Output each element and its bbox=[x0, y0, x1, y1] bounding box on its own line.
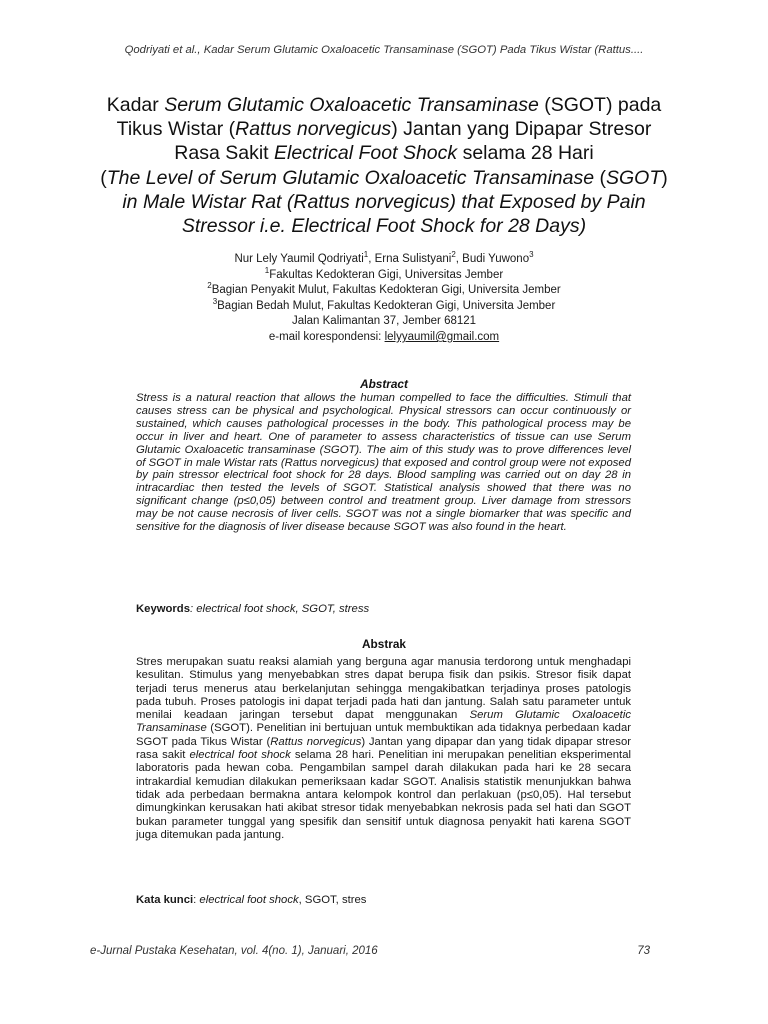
abstrak-segment-italic: Serum Glutamic Oxaloacetic Transaminase bbox=[136, 709, 631, 735]
title-text: (SGOT) pada bbox=[538, 94, 662, 116]
title-text: ( bbox=[594, 166, 606, 189]
footer-journal: e-Jurnal Pustaka Kesehatan, vol. 4(no. 1), Januari, 2016 bbox=[90, 945, 378, 957]
keywords-text: : electrical foot shock, SGOT, stress bbox=[190, 603, 370, 615]
email-label: e-mail korespondensi: bbox=[268, 330, 385, 343]
title-text-italic: Rattus norvegicus bbox=[235, 118, 392, 141]
author-name: , Erna Sulistyani bbox=[368, 253, 452, 265]
affiliation-text: Bagian Bedah Mulut, Fakultas Kedokteran Gigi, Universita Jember bbox=[217, 299, 556, 312]
title-en-line-1 bbox=[60, 166, 708, 190]
keywords-en bbox=[136, 603, 631, 615]
keywords-sep: : bbox=[193, 894, 200, 906]
affiliation-2 bbox=[0, 283, 768, 299]
title-en-line-2 bbox=[60, 190, 708, 214]
title-text: ( bbox=[100, 166, 107, 189]
title-text: ) bbox=[661, 166, 668, 189]
running-header: Qodriyati et al., Kadar Serum Glutamic Oxaloacetic Transaminase (SGOT) Pada Tikus Wistar (Rattus.... bbox=[124, 44, 644, 56]
title-id-line-1 bbox=[60, 93, 708, 117]
title-id-line-2 bbox=[60, 117, 708, 141]
title-text-italic: Stressor i.e. Electrical Foot Shock for 28 Days) bbox=[181, 215, 587, 238]
affiliation-3 bbox=[0, 296, 768, 315]
affiliation-text: Fakultas Kedokteran Gigi, Universitas Jember bbox=[269, 268, 504, 281]
email-line bbox=[0, 330, 768, 346]
keywords-id bbox=[136, 894, 631, 906]
abstrak-segment: selama 28 hari. Penelitian ini merupakan penelitian eksperimental laboratoris pada hewan coba. Pengambilan sampel darah dilakukan pada hari ke 28 secara intrakardial kemudian dilakukan pemeriksaan kadar SGOT. Analisis statistik menunjukkan bahwa tidak ada perbedaan bermakna antara kelompok kontrol dan perlakuan (p≤0,05). Hal tersebut dimungkinkan kerusakan hati akibat stresor tidak menyebabkan nekrosis pada sel hati dan SGOT bukan parameter tunggal yang spesifik dan sensitif untuk diagnosa penyakit hati karena SGOT juga ditemukan pada jantung. bbox=[136, 749, 631, 841]
affiliation-text: Bagian Penyakit Mulut, Fakultas Kedokteran Gigi, Universita Jember bbox=[211, 284, 561, 297]
address: Jalan Kalimantan 37, Jember 68121 bbox=[291, 315, 477, 328]
abstrak-text bbox=[136, 656, 631, 842]
page-number: 73 bbox=[637, 945, 650, 957]
affiliation-sup: 1 bbox=[264, 265, 270, 275]
keywords-label: Keywords bbox=[136, 603, 190, 615]
title-text: Tikus Wistar ( bbox=[116, 118, 236, 141]
author-block bbox=[0, 252, 768, 346]
title-id-line-3 bbox=[60, 141, 708, 165]
keywords-text: , SGOT, stres bbox=[298, 894, 367, 906]
article-title bbox=[60, 93, 708, 238]
title-text: Kadar bbox=[106, 94, 165, 116]
abstrak-body bbox=[136, 656, 631, 842]
abstract-text: Stress is a natural reaction that allows the human compelled to face the difficulties. Stimuli that causes stress can be physical and psychological. Physical stressors can occur continuously or sustained, which causes pathological processes in the body. This pathological process may be occur in liver and heart. One of parameter to assess characteristics of tissue can use Serum Glutamic Oxaloacetic transaminase (SGOT). The aim of this study was to prove differences level of SGOT in male Wistar rats (Rattus norvegicus) that exposed and control group were not exposed by pain stressor electrical foot shock for 28 days. Blood sampling was carried out on day 28 in intracardiac then tested the levels of SGOT. Statistical analysis showed that there was no significant change (p≤0,05) between control and treatment group. Liver damage from stressors may be not cause necrosis of liver cells. SGOT was not a single biomarker that was specific and sensitive for the diagnosis of liver disease because SGOT was also found in the heart. bbox=[136, 392, 631, 534]
abstract-body bbox=[136, 392, 631, 534]
email-link[interactable]: lelyyaumil@gmail.com bbox=[384, 330, 500, 343]
title-text: Rasa Sakit bbox=[174, 142, 274, 165]
author-name: Nur Lely Yaumil Qodriyati bbox=[234, 253, 364, 265]
abstrak-segment: Stres merupakan suatu reaksi alamiah yang berguna agar manusia terdorong untuk menghadapi kesulitan. Stimulus yang menyebabkan stres dapat berupa fisik dan psikis. Stresor fisik dapat terjadi terus menerus atau berkelanjutan sehingga mengakibatkan terjadinya proses patologis pada tubuh. Proses patologis ini dapat terjadi pada hati dan jantung. Salah satu parameter untuk menilai keadaan jaringan tersebut dapat menggunakan bbox=[136, 656, 631, 722]
affiliation-1 bbox=[0, 265, 768, 284]
author-sup: 3 bbox=[529, 250, 534, 260]
abstract-heading: Abstract bbox=[360, 377, 408, 391]
author-name: , Budi Yuwono bbox=[455, 253, 530, 265]
abstrak-segment-italic: Rattus norvegicus bbox=[270, 735, 362, 748]
abstrak-segment-italic: electrical foot shock bbox=[189, 749, 291, 762]
abstrak-segment: (SGOT). Penelitian ini bertujuan untuk membuktikan ada tidaknya perbedaan kadar SGOT pada Tikus Wistar ( bbox=[136, 722, 631, 748]
author-sup: 1 bbox=[363, 250, 369, 260]
title-text-italic: in Male Wistar Rat (Rattus norvegicus) that Exposed by Pain bbox=[122, 190, 646, 213]
title-text-italic: The Level of Serum Glutamic Oxaloacetic Transaminase bbox=[106, 166, 595, 189]
title-text: selama 28 Hari bbox=[457, 142, 594, 165]
title-en-line-3 bbox=[60, 214, 708, 238]
title-text-italic: Electrical Foot Shock bbox=[274, 142, 458, 165]
author-sup: 2 bbox=[451, 250, 456, 260]
title-text: ) Jantan yang Dipapar Stresor bbox=[391, 118, 652, 141]
author-list bbox=[0, 252, 768, 268]
affiliation-sup: 3 bbox=[212, 296, 218, 306]
title-text-italic: SGOT bbox=[606, 166, 662, 189]
keywords-text-italic: electrical foot shock bbox=[199, 894, 299, 906]
affiliation-sup: 2 bbox=[207, 281, 212, 291]
keywords-label: Kata kunci bbox=[136, 894, 194, 906]
abstrak-segment: ) Jantan yang dipapar dan yang tidak dipapar stresor rasa sakit bbox=[136, 735, 632, 762]
title-text-italic: Serum Glutamic Oxaloacetic Transaminase bbox=[164, 94, 539, 116]
abstrak-heading: Abstrak bbox=[362, 637, 406, 651]
